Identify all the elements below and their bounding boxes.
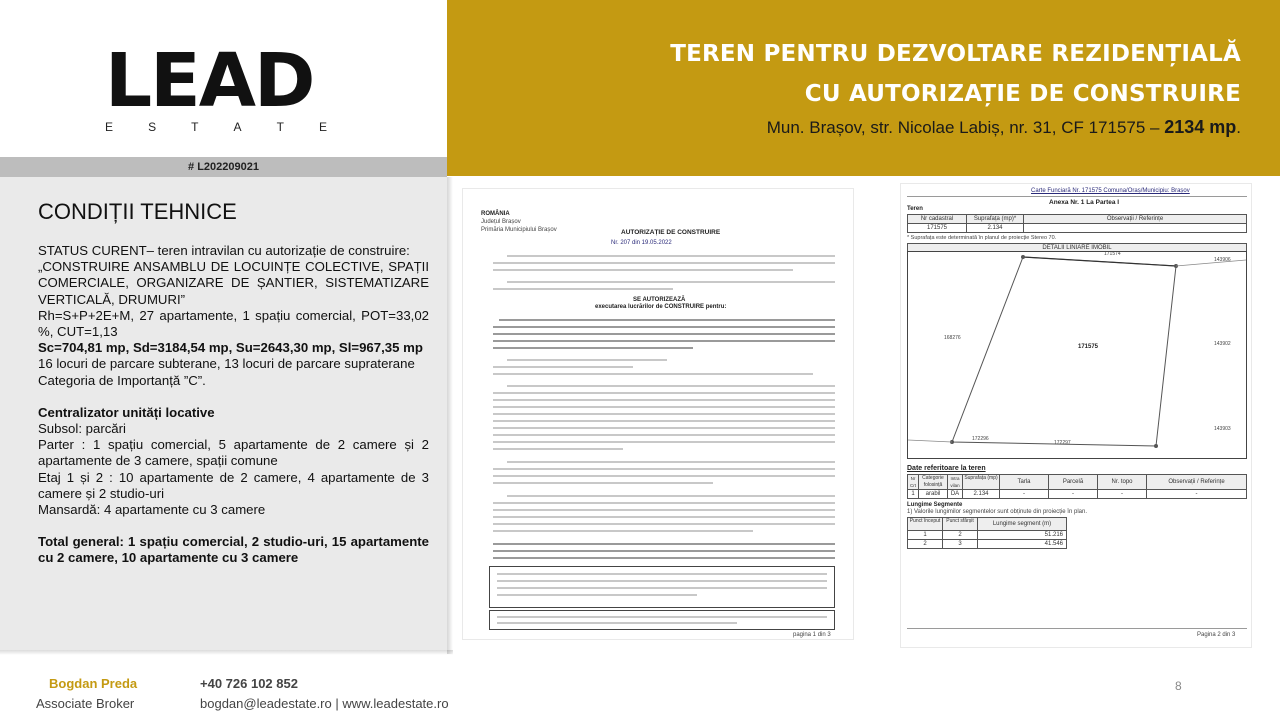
units-heading: Centralizator unități locative — [38, 404, 215, 420]
col-parcela: Parcelă — [1048, 474, 1098, 490]
address-text: Mun. Brașov, str. Nicolae Labiș, nr. 31, CF 171575 – — [766, 118, 1165, 137]
row-nr: 1 — [907, 489, 919, 499]
row-topo: - — [1097, 489, 1147, 499]
agent-role: Associate Broker — [36, 696, 135, 711]
logo-word: LEAD — [105, 38, 314, 124]
row-surface: 2.134 — [962, 489, 1000, 499]
col-category: Categorie folosință — [918, 474, 948, 490]
agent-contact: bogdan@leadestate.ro | www.leadestate.ro — [200, 696, 449, 711]
doc-b-page: Pagina 2 din 3 — [1197, 632, 1236, 638]
doc-b-header: Carte Funciară Nr. 171575 Comuna/Oraș/Municipiu: Brașov — [1031, 188, 1190, 194]
col-topo: Nr. topo — [1097, 474, 1147, 490]
seg2-end: 3 — [942, 539, 978, 549]
logo-letter: A — [233, 120, 242, 134]
basement-text: Subsol: parcări — [38, 421, 126, 437]
seg2-start: 2 — [907, 539, 943, 549]
logo-letter: E — [105, 120, 114, 134]
row-category: arabil — [918, 489, 948, 499]
neighbor-bottom-1: 172296 — [972, 436, 989, 442]
title-line-2: CU AUTORIZAȚIE DE CONSTRUIRE — [804, 81, 1241, 107]
segments-note: 1) Valorile lungimilor segmentelor sunt obținute din proiecție în plan. — [907, 509, 1087, 515]
details-heading: DETALII LINIARE IMOBIL — [907, 243, 1247, 252]
col-seg-end: Punct sfârșit — [942, 517, 978, 531]
attic-text: Mansardă: 4 apartamente cu 3 camere — [38, 502, 266, 518]
col-nr: Nr Crt — [907, 474, 919, 490]
property-area: 2134 mp — [1164, 117, 1237, 137]
seg1-end: 2 — [942, 530, 978, 540]
seg1-length: 51.216 — [977, 530, 1067, 540]
parcel-label: 171575 — [1078, 344, 1099, 350]
parcel-plan — [907, 251, 1247, 459]
address-suffix: . — [1236, 118, 1241, 137]
doc-authorizes: SE AUTORIZEAZĂ — [633, 297, 686, 303]
doc-title: AUTORIZAȚIE DE CONSTRUIRE — [621, 229, 721, 236]
doc-county: Județul Brașov — [481, 219, 521, 225]
property-address — [767, 117, 1241, 138]
col-observations-2: Observații / Referințe — [1146, 474, 1247, 490]
doc-execution: executarea lucrărilor de CONSTRUIRE pentru: — [595, 304, 727, 310]
doc-b-note: * Suprafața este determinată în planul de proiecție Stereo 70. — [907, 235, 1057, 241]
seg2-length: 41.546 — [977, 539, 1067, 549]
surfaces-text: Sc=704,81 mp, Sd=3184,54 mp, Su=2643,30 mp, Sl=967,35 mp — [38, 340, 423, 356]
doc-number: Nr. 207 din 19.05.2022 — [611, 240, 672, 246]
col-observations: Observații / Referințe — [1023, 214, 1247, 224]
cadastral-plan-document — [900, 183, 1252, 648]
land-data-heading: Date referitoare la teren — [907, 465, 986, 472]
neighbor-top: 171574 — [1104, 251, 1121, 257]
conditions-panel — [0, 177, 447, 650]
col-intravilan: Intra vilan — [947, 474, 963, 490]
row-parcela: - — [1048, 489, 1098, 499]
project-text: „CONSTRUIRE ANSAMBLU DE LOCUINȚE COLECTIVE, SPAȚII COMERCIALE, ORGANIZARE DE ȘANTIER, SISTEMATIZARE VERTICALĂ, DRUMURI” — [38, 259, 429, 307]
col-tarla: Tarla — [999, 474, 1049, 490]
col-surface: Suprafața (mp) — [962, 474, 1000, 490]
total-text: Total general: 1 spațiu comercial, 2 studio-uri, 15 apartamente cu 2 camere, 10 apartamente cu 3 camere — [38, 534, 429, 566]
cadastral-number: 171575 — [907, 223, 967, 233]
header-band — [447, 0, 1280, 176]
parking-text: 16 locuri de parcare subterane, 13 locuri de parcare supraterane — [38, 356, 415, 372]
floors-text: Etaj 1 și 2 : 10 apartamente de 2 camere, 4 apartamente de 3 camere și 2 studio-uri — [38, 469, 429, 501]
col-cadastral: Nr cadastral — [907, 214, 967, 224]
neighbor-right-3: 143903 — [1214, 426, 1231, 432]
cadastral-area: 2.134 — [966, 223, 1024, 233]
status-text: STATUS CURENT– teren intravilan cu autorizație de construire: — [38, 243, 410, 258]
doc-country: ROMÂNIA — [481, 211, 510, 217]
col-seg-start: Punct început — [907, 517, 943, 531]
building-permit-document — [462, 188, 854, 640]
doc-b-annex: Anexa Nr. 1 La Partea I — [1049, 199, 1120, 206]
col-seg-length: Lungime segment (m) — [977, 517, 1067, 531]
title-line-1: TEREN PENTRU DEZVOLTARE REZIDENȚIALĂ — [670, 41, 1241, 67]
listing-id: # L202209021 — [0, 157, 447, 177]
page-number: 8 — [1175, 679, 1182, 693]
neighbor-right-2: 143902 — [1214, 341, 1231, 347]
logo-letter: E — [318, 120, 327, 134]
neighbor-left: 168276 — [944, 335, 961, 341]
logo-subtitle — [105, 120, 327, 134]
col-area: Suprafața (mp)* — [966, 214, 1024, 224]
conditions-heading: CONDIȚII TEHNICE — [38, 199, 237, 224]
parcel-outline — [908, 252, 1246, 458]
neighbor-bottom-2: 172297 — [1054, 440, 1071, 446]
params-text: Rh=S+P+2E+M, 27 apartamente, 1 spațiu comercial, POT=33,02 %, CUT=1,13 — [38, 307, 429, 340]
doc-a-page: pagina 1 din 3 — [793, 632, 831, 638]
row-tarla: - — [999, 489, 1049, 499]
logo-letter: T — [191, 120, 199, 134]
lead-estate-logo — [105, 38, 330, 140]
doc-city-hall: Primăria Municipiului Brașov — [481, 227, 557, 233]
doc-b-land: Teren — [907, 206, 923, 212]
segments-heading: Lungime Segmente — [907, 502, 963, 508]
ground-floor-text: Parter : 1 spațiu comercial, 5 apartamente de 2 camere și 2 apartamente de 3 camere, spații comune — [38, 437, 429, 469]
row-intravilan: DA — [947, 489, 963, 499]
agent-phone: +40 726 102 852 — [200, 676, 298, 691]
neighbor-right-1: 143906 — [1214, 257, 1231, 263]
logo-letter: S — [148, 120, 157, 134]
category-text: Categoria de Importanță ”C”. — [38, 372, 206, 388]
seg1-start: 1 — [907, 530, 943, 540]
row-observations: - — [1146, 489, 1247, 499]
agent-name: Bogdan Preda — [49, 676, 138, 691]
logo-letter: T — [276, 120, 284, 134]
